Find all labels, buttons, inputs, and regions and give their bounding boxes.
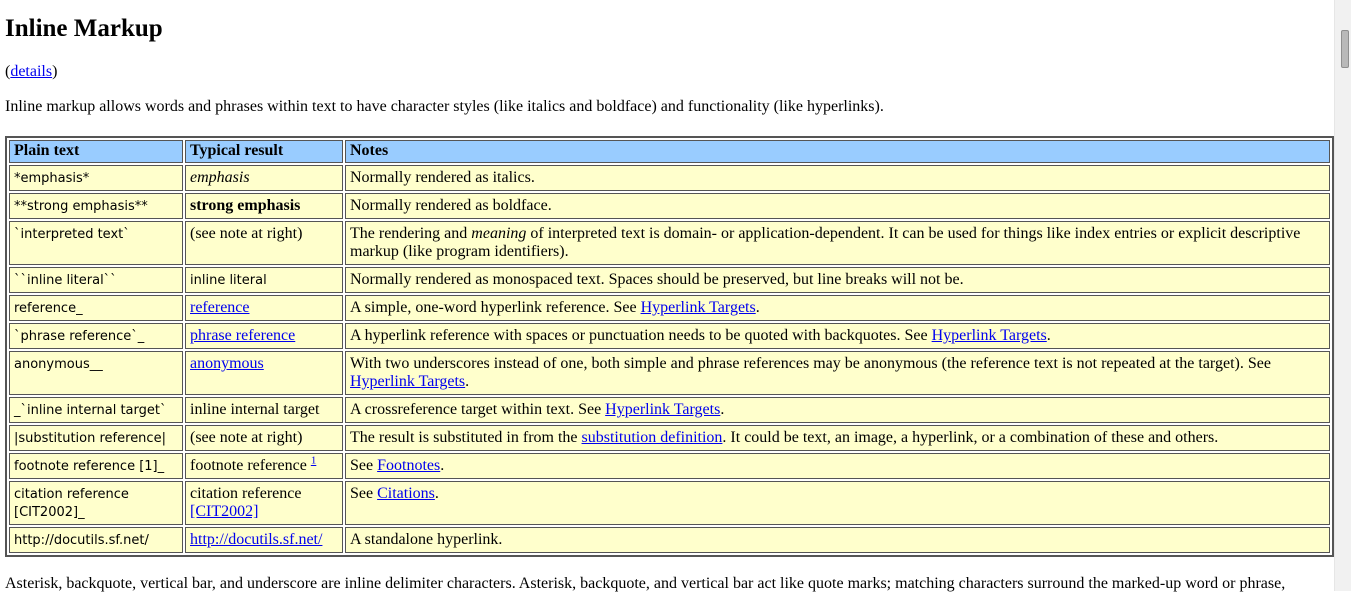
text-segment: . (755, 299, 760, 316)
notes-cell (345, 193, 1330, 219)
plain-text-cell (9, 221, 183, 265)
footnote-sup (311, 455, 317, 467)
table-row (9, 453, 1330, 479)
inline-link[interactable]: reference (190, 299, 250, 316)
inline-link[interactable]: substitution definition (581, 429, 723, 446)
inline-link[interactable]: Citations (377, 485, 435, 502)
inline-markup-table (5, 136, 1334, 557)
literal-text: inline literal (190, 273, 267, 288)
page-title: Inline Markup (5, 15, 163, 42)
text-segment: See (350, 485, 378, 502)
table-row (9, 221, 1330, 265)
plain-markup-text: citation reference [CIT2002]_ (14, 487, 129, 520)
scrollbar-track[interactable] (1334, 0, 1351, 591)
details-close-paren: ) (52, 63, 58, 80)
plain-markup-text: ``inline literal`` (14, 273, 117, 288)
notes-cell (345, 267, 1330, 293)
plain-markup-text: *emphasis* (14, 171, 90, 186)
text-segment: Normally rendered as italics. (350, 169, 535, 186)
typical-result-cell (185, 397, 343, 423)
text-segment: . (465, 373, 470, 390)
plain-markup-text: anonymous__ (14, 357, 103, 372)
table-row (9, 527, 1330, 553)
typical-result-cell (185, 193, 343, 219)
footer-paragraph: Asterisk, backquote, vertical bar, and underscore are inline delimiter characters. Asterisk, backquote, and vertical bar act like quote marks; matching characters surround the marked-up word or phrase, (5, 575, 1286, 592)
plain-markup-text: _`inline internal target` (14, 403, 167, 418)
text-segment: A crossreference target within text. See (350, 401, 606, 418)
text-segment: Normally rendered as monospaced text. Spaces should be preserved, but line breaks will not be. (350, 271, 964, 288)
table-row (9, 425, 1330, 451)
table-row (9, 267, 1330, 293)
plain-markup-text: footnote reference [1]_ (14, 459, 165, 474)
text-segment: A hyperlink reference with spaces or punctuation needs to be quoted with backquotes. See (350, 327, 932, 344)
notes-cell (345, 351, 1330, 395)
typical-result-cell (185, 165, 343, 191)
plain-markup-text: `phrase reference`_ (14, 329, 145, 344)
italic-text: emphasis (190, 169, 250, 186)
plain-text-cell (9, 425, 183, 451)
footnote-link[interactable]: 1 (310, 454, 317, 467)
notes-cell (345, 425, 1330, 451)
plain-text-cell (9, 453, 183, 479)
table-row (9, 165, 1330, 191)
details-link[interactable]: details (10, 63, 53, 80)
text-segment: . (720, 401, 725, 418)
text-segment: With two underscores instead of one, both simple and phrase references may be anonymous (the reference text is not repeated at the target). See (350, 355, 1271, 372)
notes-cell (345, 323, 1330, 349)
inline-link[interactable]: http://docutils.sf.net/ (190, 531, 323, 548)
plain-markup-text: |substitution reference| (14, 431, 166, 446)
plain-text-cell (9, 165, 183, 191)
inline-link[interactable]: [CIT2002] (190, 503, 259, 520)
column-header: Plain text (9, 140, 183, 163)
document-page (0, 15, 1334, 593)
notes-cell (345, 221, 1330, 265)
plain-text-cell (9, 295, 183, 321)
intro-paragraph: Inline markup allows words and phrases within text to have character styles (like italics and boldface) and functionality (like hyperlinks). (5, 98, 884, 115)
inline-link[interactable]: Hyperlink Targets (640, 299, 756, 316)
text-segment: . (434, 485, 439, 502)
plain-text-cell (9, 397, 183, 423)
italic-text: meaning (471, 225, 527, 242)
plain-markup-text: reference_ (14, 301, 83, 316)
text-segment: A standalone hyperlink. (350, 531, 503, 548)
notes-cell (345, 527, 1330, 553)
text-segment: (see note at right) (190, 225, 303, 242)
details-line (5, 63, 1334, 81)
notes-cell (345, 481, 1330, 525)
details-open-paren: ( (5, 63, 11, 80)
inline-link[interactable]: Footnotes (377, 457, 441, 474)
typical-result-cell (185, 267, 343, 293)
typical-result-cell (185, 453, 343, 479)
text-segment: Normally rendered as boldface. (350, 197, 552, 214)
plain-text-cell (9, 323, 183, 349)
inline-link[interactable]: phrase reference (190, 327, 296, 344)
table-row (9, 351, 1330, 395)
notes-cell (345, 165, 1330, 191)
text-segment: . (440, 457, 445, 474)
column-header: Typical result (185, 140, 343, 163)
notes-cell (345, 453, 1330, 479)
column-header: Notes (345, 140, 1330, 163)
notes-cell (345, 295, 1330, 321)
table-row (9, 481, 1330, 525)
plain-text-cell (9, 267, 183, 293)
text-segment: (see note at right) (190, 429, 303, 446)
text-segment: A simple, one-word hyperlink reference. See (350, 299, 641, 316)
plain-text-cell (9, 481, 183, 525)
plain-text-cell (9, 351, 183, 395)
text-segment: citation reference (190, 485, 302, 502)
typical-result-cell (185, 295, 343, 321)
text-segment: The rendering and (350, 225, 472, 242)
table-header-row (9, 140, 1330, 163)
plain-markup-text: `interpreted text` (14, 227, 130, 242)
bold-text: strong emphasis (190, 197, 301, 214)
plain-markup-text: http://docutils.sf.net/ (14, 533, 149, 548)
inline-link[interactable]: Hyperlink Targets (931, 327, 1047, 344)
table-row (9, 193, 1330, 219)
plain-text-cell (9, 193, 183, 219)
plain-text-cell (9, 527, 183, 553)
text-segment: . It could be text, an image, a hyperlink, or a combination of these and others. (722, 429, 1219, 446)
typical-result-cell (185, 425, 343, 451)
typical-result-cell (185, 481, 343, 525)
typical-result-cell (185, 323, 343, 349)
notes-cell (345, 397, 1330, 423)
table-row (9, 397, 1330, 423)
typical-result-cell (185, 221, 343, 265)
text-segment: of interpreted text is domain- or application-dependent. It can be used for things like index entries or explicit descriptive markup (like program identifiers). (350, 225, 1301, 260)
plain-markup-text: **strong emphasis** (14, 199, 148, 214)
text-segment: . (1046, 327, 1051, 344)
text-segment: footnote reference (190, 457, 311, 474)
typical-result-cell (185, 351, 343, 395)
typical-result-cell (185, 527, 343, 553)
text-segment: inline internal target (190, 401, 320, 418)
inline-link[interactable]: Hyperlink Targets (350, 373, 466, 390)
inline-link[interactable]: Hyperlink Targets (605, 401, 721, 418)
scrollbar-thumb[interactable] (1341, 30, 1349, 68)
table-body (9, 165, 1330, 553)
text-segment: The result is substituted in from the (350, 429, 582, 446)
text-segment: See (350, 457, 378, 474)
table-row (9, 323, 1330, 349)
inline-link[interactable]: anonymous (190, 355, 264, 372)
table-row (9, 295, 1330, 321)
